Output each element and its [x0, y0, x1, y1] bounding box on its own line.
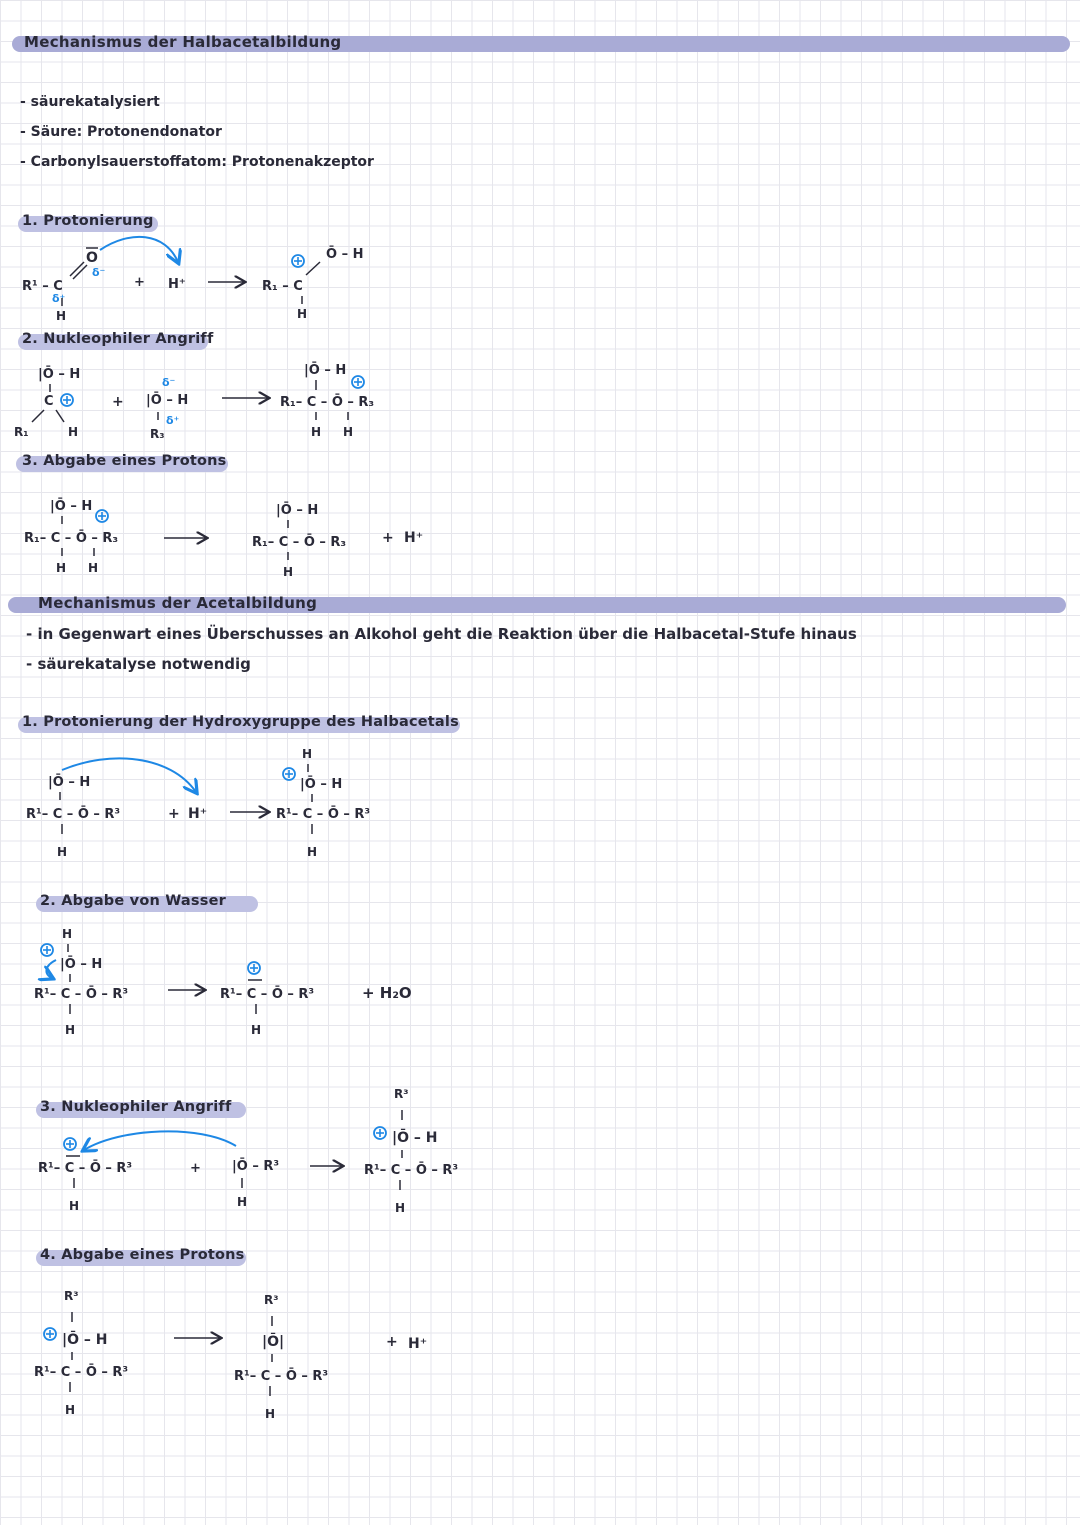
svg-text:R₁: R₁: [14, 425, 29, 439]
svg-text:R¹– C – Ō – R³: R¹– C – Ō – R³: [34, 1365, 129, 1380]
svg-text:H: H: [68, 425, 79, 439]
svg-text:R¹– C – Ō – R³: R¹– C – Ō – R³: [34, 987, 129, 1002]
delta-plus-label: δ⁺: [52, 292, 66, 305]
s1-step2-product: [280, 362, 374, 439]
svg-text:|Ō – H: |Ō – H: [38, 367, 81, 382]
s2-step2-reactant: [34, 927, 128, 1037]
s2-step3-product: [364, 1087, 458, 1215]
svg-text:H: H: [56, 309, 67, 323]
svg-text:R¹– C – Ō – R³: R¹– C – Ō – R³: [26, 807, 121, 822]
svg-text:R¹– C – Ō – R³: R¹– C – Ō – R³: [220, 987, 315, 1002]
s1-step1-electron-arrow: [100, 237, 178, 262]
svg-text:|Ō – H: |Ō – H: [300, 777, 343, 792]
s2-step1-title: 1. Protonierung der Hydroxygruppe des Halbacetals: [22, 714, 459, 730]
svg-text:H: H: [237, 1195, 248, 1209]
svg-text:H: H: [283, 565, 294, 579]
svg-text:+: +: [168, 806, 180, 822]
svg-text:R³: R³: [64, 1289, 79, 1303]
s2-step4-product: [234, 1293, 328, 1421]
svg-text:R₁ – C: R₁ – C: [262, 279, 303, 294]
section2-note-2: - säurekatalyse notwendig: [26, 655, 251, 673]
svg-text:H: H: [88, 561, 99, 575]
s2-step4-reactant: [34, 1289, 128, 1417]
svg-text:H: H: [297, 307, 308, 321]
svg-text:|Ō – H: |Ō – H: [62, 1332, 108, 1348]
section2-title: Mechanismus der Acetalbildung: [38, 594, 318, 612]
s1-step3-product: [252, 502, 346, 579]
svg-text:R₁– C – Ō – R₃: R₁– C – Ō – R₃: [280, 395, 375, 410]
svg-text:R¹– C – Ō – R³: R¹– C – Ō – R³: [234, 1369, 329, 1384]
svg-text:H: H: [69, 1199, 80, 1213]
section2-note-1: - in Gegenwart eines Überschusses an Alkohol geht die Reaktion über die Halbacetal-Stufe hinaus: [26, 625, 857, 643]
s2-step1-reactant: [26, 774, 120, 859]
s2-step1-product: [276, 747, 370, 859]
s1-step1-reactant: [22, 248, 106, 323]
svg-text:H: H: [57, 845, 68, 859]
svg-text:H⁺: H⁺: [408, 1336, 428, 1352]
s1-step2-reactant2: [146, 376, 188, 441]
svg-text:H: H: [395, 1201, 406, 1215]
svg-text:H: H: [65, 1023, 76, 1037]
svg-text:R¹– C – Ō – R³: R¹– C – Ō – R³: [276, 807, 371, 822]
s1-step2-title: 2. Nukleophiler Angriff: [22, 331, 214, 347]
s2-step2-product: [220, 962, 314, 1037]
svg-text:|Ō – H: |Ō – H: [50, 499, 93, 514]
svg-text:|Ō – H: |Ō – H: [304, 363, 347, 378]
svg-text:O: O: [86, 250, 98, 266]
section1-note-1: - säurekatalysiert: [20, 94, 160, 110]
svg-text:R¹– C – Ō – R³: R¹– C – Ō – R³: [38, 1161, 133, 1176]
s2-step2-title: 2. Abgabe von Wasser: [40, 893, 226, 909]
s1-step1-title: 1. Protonierung: [22, 213, 154, 229]
svg-text:|Ō|: |Ō|: [262, 1334, 285, 1350]
section1-note-3: - Carbonylsauerstoffatom: Protonenakzeptor: [20, 154, 374, 170]
s1-step2-reactant1: [14, 366, 80, 439]
svg-text:H: H: [56, 561, 67, 575]
svg-text:R₃: R₃: [150, 427, 165, 441]
s2-step3-title: 3. Nukleophiler Angriff: [40, 1099, 232, 1115]
svg-text:H: H: [265, 1407, 276, 1421]
svg-text:R₁– C – Ō – R₃: R₁– C – Ō – R₃: [252, 535, 347, 550]
svg-text:|Ō – H: |Ō – H: [146, 393, 189, 408]
svg-text:+: +: [190, 1161, 201, 1176]
svg-text:|Ō – H: |Ō – H: [60, 957, 103, 972]
s2-step3-reactant2: [232, 1158, 279, 1209]
svg-text:R¹ – C: R¹ – C: [22, 279, 63, 294]
section1-note-2: - Säure: Protonendonator: [20, 124, 222, 140]
svg-text:H⁺: H⁺: [188, 806, 208, 822]
s2-step4-title: 4. Abgabe eines Protons: [40, 1247, 245, 1263]
s1-step3-plus: +: [382, 530, 394, 546]
svg-text:H: H: [65, 1403, 76, 1417]
section1-title: Mechanismus der Halbacetalbildung: [24, 33, 342, 51]
svg-text:R¹– C – Ō – R³: R¹– C – Ō – R³: [364, 1163, 459, 1178]
s1-step3-hplus: H⁺: [404, 530, 424, 546]
plus-sign: +: [134, 275, 145, 290]
svg-text:R³: R³: [394, 1087, 409, 1101]
svg-text:R₁– C – Ō – R₃: R₁– C – Ō – R₃: [24, 531, 119, 546]
s1-step3-reactant: [24, 498, 118, 575]
svg-text:|Ō – R³: |Ō – R³: [232, 1159, 280, 1174]
svg-text:Ō – H: Ō – H: [326, 247, 364, 262]
svg-text:R³: R³: [264, 1293, 279, 1307]
h2o-label: + H₂O: [362, 984, 412, 1002]
svg-text:δ⁻: δ⁻: [162, 376, 176, 389]
svg-text:|Ō – H: |Ō – H: [276, 503, 319, 518]
svg-text:|Ō – H: |Ō – H: [392, 1130, 438, 1146]
svg-text:+: +: [386, 1334, 398, 1350]
s1-step3-title: 3. Abgabe eines Protons: [22, 453, 227, 469]
svg-text:H: H: [307, 845, 318, 859]
s1-step1-product: [262, 246, 363, 321]
svg-text:H: H: [62, 927, 73, 941]
svg-text:H: H: [251, 1023, 262, 1037]
svg-text:δ⁺: δ⁺: [166, 414, 180, 427]
plus-sign-2: +: [112, 394, 124, 410]
svg-text:H: H: [343, 425, 354, 439]
svg-text:C: C: [44, 394, 54, 409]
h-plus-label: H⁺: [168, 277, 186, 292]
svg-text:|Ō – H: |Ō – H: [48, 775, 91, 790]
s2-step3-electron-arrow: [84, 1131, 236, 1150]
svg-text:H: H: [302, 747, 313, 761]
delta-minus-label: δ⁻: [92, 266, 106, 279]
svg-text:H: H: [311, 425, 322, 439]
